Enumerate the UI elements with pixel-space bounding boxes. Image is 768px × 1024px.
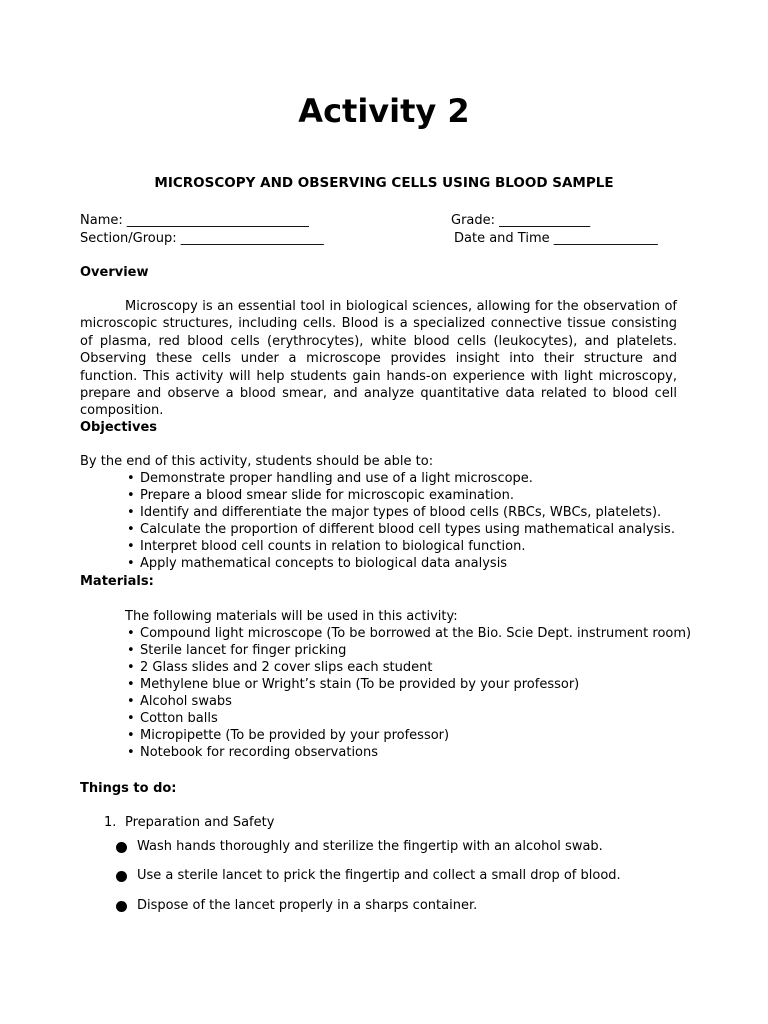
objectives-heading: Objectives (80, 420, 158, 435)
date-time-field: Date and Time ________________ (454, 231, 658, 246)
list-item: • Cotton balls (125, 710, 691, 727)
overview-paragraph: Microscopy is an essential tool in biological sciences, allowing for the observation of microscopic structures, including cells. Blood is a specialized connective tissue consisting of plasma, red blood cells (erythrocytes), white blood cells (leukocytes), and platelets. Observing these cells under a microscope provides insight into their structure and function. This activity will help students gain hands-on experience with light microscopy, prepare and observe a blood smear, and analyze quantitative data related to blood cell composition. (80, 299, 677, 419)
name-field: Name: ____________________________ (80, 213, 309, 228)
list-item: • Apply mathematical concepts to biological data analysis (125, 555, 675, 572)
list-item: • Calculate the proportion of different blood cell types using mathematical analysis. (125, 521, 675, 538)
list-item: Use a sterile lancet to prick the fingertip and collect a small drop of blood. (114, 867, 621, 884)
step-number: 1. (104, 815, 117, 830)
objectives-list (125, 470, 675, 572)
materials-heading: Materials: (80, 574, 154, 589)
list-item: • Notebook for recording observations (125, 744, 691, 761)
step-title: Preparation and Safety (125, 815, 275, 830)
page-title: Activity 2 (298, 92, 470, 130)
objectives-intro: By the end of this activity, students should be able to: (80, 454, 434, 469)
list-item: • Interpret blood cell counts in relation to biological function. (125, 538, 675, 555)
materials-intro: The following materials will be used in this activity: (125, 609, 458, 624)
list-item: • Alcohol swabs (125, 693, 691, 710)
activity-subtitle: MICROSCOPY AND OBSERVING CELLS USING BLOOD SAMPLE (154, 175, 614, 191)
list-item: • Methylene blue or Wright’s stain (To be provided by your professor) (125, 676, 691, 693)
overview-heading: Overview (80, 265, 149, 280)
list-item: • Demonstrate proper handling and use of a light microscope. (125, 470, 675, 487)
grade-field: Grade: ______________ (451, 213, 591, 228)
section-field: Section/Group: ______________________ (80, 231, 324, 246)
list-item: Wash hands thoroughly and sterilize the fingertip with an alcohol swab. (114, 838, 603, 855)
things-to-do-heading: Things to do: (80, 781, 177, 796)
list-item: • 2 Glass slides and 2 cover slips each student (125, 659, 691, 676)
list-item: • Sterile lancet for finger pricking (125, 642, 691, 659)
list-item: • Compound light microscope (To be borrowed at the Bio. Scie Dept. instrument room) (125, 625, 691, 642)
list-item: • Micropipette (To be provided by your professor) (125, 727, 691, 744)
list-item: Dispose of the lancet properly in a sharps container. (114, 897, 477, 914)
list-item: • Identify and differentiate the major types of blood cells (RBCs, WBCs, platelets). (125, 504, 675, 521)
materials-list (125, 625, 691, 761)
list-item: • Prepare a blood smear slide for microscopic examination. (125, 487, 675, 504)
